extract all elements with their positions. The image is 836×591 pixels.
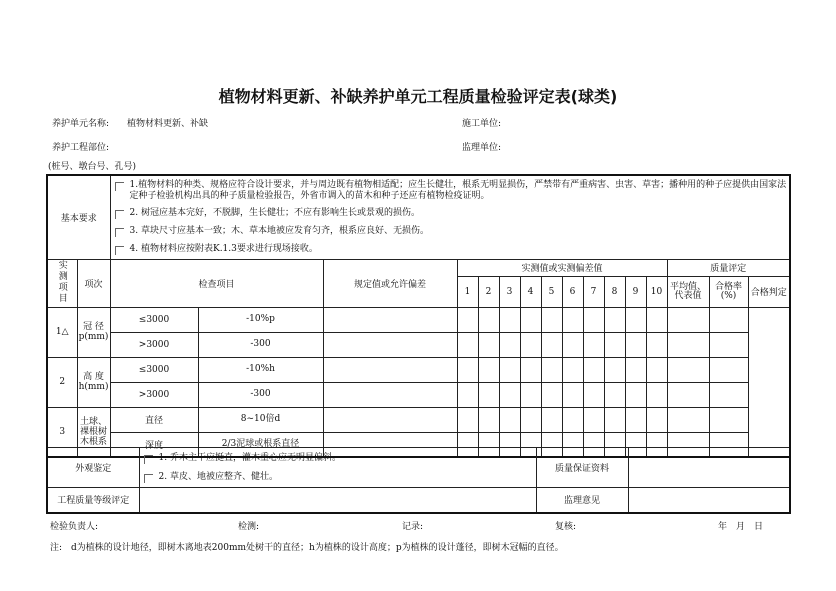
value-cell[interactable] (520, 407, 541, 432)
value-cell[interactable] (562, 307, 583, 332)
num: 7 (583, 276, 604, 307)
opinion-input[interactable] (628, 488, 790, 513)
num: 8 (604, 276, 625, 307)
checkbox[interactable] (144, 455, 153, 464)
col-rate: 合格率(%) (709, 276, 748, 307)
part-label: 养护工程部位: (52, 143, 110, 153)
value-cell[interactable] (457, 407, 478, 432)
value-cell[interactable] (562, 357, 583, 382)
unit-label: 养护单元名称: (52, 119, 110, 129)
checkbox[interactable] (115, 246, 124, 255)
col-values: 实测值或实测偏差值 (457, 259, 667, 276)
requirement-3: 3. 草块尺寸应基本一致；木、草本地被应发育匀齐，根系应良好、无损伤。 (129, 225, 429, 236)
measured-row (47, 407, 790, 432)
num: 3 (499, 276, 520, 307)
col-item: 检查项目 (110, 259, 323, 307)
value-cell[interactable] (457, 357, 478, 382)
value-cell[interactable] (541, 357, 562, 382)
basic-requirements (110, 175, 790, 259)
measured-row (47, 332, 790, 357)
test-label: 检测: (238, 522, 260, 532)
value-cell[interactable] (667, 357, 709, 382)
inspection-table (46, 174, 791, 458)
checkbox[interactable] (115, 210, 124, 219)
value-cell[interactable] (457, 332, 478, 357)
col-quality: 质量评定 (667, 259, 790, 276)
value-cell[interactable] (709, 407, 748, 432)
row-condition: 直径 (110, 407, 198, 432)
row-spec: -10%p (198, 307, 323, 332)
inspector-label: 检验负责人: (50, 522, 99, 532)
col-judge: 合格判定 (748, 276, 790, 307)
measured-label-text: 实测项目 (56, 259, 67, 304)
appearance-item-1: 1. 乔木主干应挺直，灌木重心应无明显偏斜。 (158, 452, 341, 463)
record-label: 记录: (402, 522, 424, 532)
appearance-label: 外观鉴定 (47, 448, 139, 488)
value-cell[interactable] (562, 332, 583, 357)
value-cell[interactable] (583, 407, 604, 432)
value-cell[interactable] (520, 357, 541, 382)
value-cell[interactable] (646, 407, 667, 432)
checkbox[interactable] (115, 182, 124, 191)
value-cell[interactable] (478, 357, 499, 382)
form-title: 植物材料更新、补缺养护单元工程质量检验评定表(球类) (218, 87, 618, 106)
value-cell[interactable] (667, 382, 709, 407)
requirement-1: 1.植物材料的种类、规格应符合设计要求，并与周边既有植物相适配；应生长健壮，根系无明显损伤，严禁带有严重病害、虫害、草害；播种用的种子应提供由国家法定种子检验机构出具的种子质量检验报告，外省市调入的苗木和种子还应有植物检疫证明。 (129, 179, 787, 201)
value-cell[interactable] (478, 307, 499, 332)
basic-requirements-label: 基本要求 (47, 175, 110, 259)
value-cell[interactable] (562, 407, 583, 432)
row-spec: -300 (198, 332, 323, 357)
row-item: 冠 径 p(mm) (77, 307, 110, 357)
value-cell[interactable] (667, 332, 709, 357)
value-cell[interactable] (583, 357, 604, 382)
row-item: 土球、裸根树木根系 (77, 407, 110, 457)
value-cell[interactable] (646, 332, 667, 357)
value-cell[interactable] (478, 382, 499, 407)
row-condition: ≤3000 (110, 307, 198, 332)
pile-label: (桩号、墩台号、孔号) (48, 162, 137, 172)
value-cell[interactable] (457, 307, 478, 332)
construction-label: 施工单位: (462, 119, 502, 129)
measured-row (47, 357, 790, 382)
value-cell[interactable] (709, 307, 748, 332)
measured-row (47, 307, 790, 332)
checkbox[interactable] (115, 228, 124, 237)
col-avg: 平均值、代表值 (667, 276, 709, 307)
row-spec: -10%h (198, 357, 323, 382)
row-condition: 深度 (110, 432, 198, 457)
value-cell[interactable] (625, 357, 646, 382)
qa-input[interactable] (628, 448, 790, 488)
value-cell[interactable] (541, 407, 562, 432)
num: 4 (520, 276, 541, 307)
value-cell[interactable] (499, 382, 520, 407)
grade-label: 工程质量等级评定 (47, 488, 139, 513)
value-cell[interactable] (323, 407, 457, 432)
supervision-label: 监理单位: (462, 143, 502, 153)
row-no: 1△ (47, 307, 77, 357)
num: 6 (562, 276, 583, 307)
value-cell[interactable] (709, 332, 748, 357)
qa-label: 质量保证资料 (536, 448, 628, 488)
col-no: 项次 (77, 259, 110, 307)
value-cell[interactable] (667, 307, 709, 332)
value-cell[interactable] (323, 357, 457, 382)
row-spec: -300 (198, 382, 323, 407)
value-cell[interactable] (625, 332, 646, 357)
num: 5 (541, 276, 562, 307)
num: 10 (646, 276, 667, 307)
value-cell[interactable] (709, 382, 748, 407)
bottom-table (46, 447, 791, 514)
appearance-item-2: 2. 草皮、地被应整齐、健壮。 (158, 471, 278, 482)
col-spec: 规定值或允许偏差 (323, 259, 457, 307)
value-cell[interactable] (499, 407, 520, 432)
value-cell[interactable] (541, 332, 562, 357)
value-cell[interactable] (323, 307, 457, 332)
value-cell[interactable] (520, 382, 541, 407)
unit-value: 植物材料更新、补缺 (127, 119, 209, 129)
row-condition: >3000 (110, 332, 198, 357)
row-spec: 2/3泥球或根系直径 (198, 432, 323, 457)
value-cell[interactable] (604, 382, 625, 407)
value-cell[interactable] (625, 407, 646, 432)
footnote: 注: d为植株的设计地径，即树木离地表200mm处树干的直径；h为植株的设计高度；p为植株的设计蓬径，即树木冠幅的直径。 (50, 543, 564, 553)
checkbox[interactable] (144, 474, 153, 483)
value-cell[interactable] (583, 382, 604, 407)
value-cell[interactable] (541, 382, 562, 407)
value-cell[interactable] (499, 357, 520, 382)
row-condition: ≤3000 (110, 357, 198, 382)
value-cell[interactable] (625, 307, 646, 332)
opinion-label: 监理意见 (536, 488, 628, 513)
value-cell[interactable] (457, 382, 478, 407)
date-label: 年 月 日 (718, 522, 764, 532)
value-cell[interactable] (604, 332, 625, 357)
row-no: 3 (47, 407, 77, 457)
num: 2 (478, 276, 499, 307)
value-cell[interactable] (478, 407, 499, 432)
value-cell[interactable] (583, 307, 604, 332)
num: 9 (625, 276, 646, 307)
value-cell[interactable] (583, 332, 604, 357)
value-cell[interactable] (646, 382, 667, 407)
row-no: 2 (47, 357, 77, 407)
value-cell[interactable] (604, 307, 625, 332)
grade-input[interactable] (139, 488, 536, 513)
value-cell[interactable] (667, 407, 709, 432)
value-cell[interactable] (499, 332, 520, 357)
value-cell[interactable] (625, 382, 646, 407)
value-cell[interactable] (604, 357, 625, 382)
value-cell[interactable] (646, 307, 667, 332)
measured-label (47, 259, 77, 307)
value-cell[interactable] (541, 307, 562, 332)
review-label: 复核: (555, 522, 577, 532)
row-condition: >3000 (110, 382, 198, 407)
row-spec: 8~10倍d (198, 407, 323, 432)
value-cell[interactable] (562, 382, 583, 407)
value-cell[interactable] (478, 332, 499, 357)
requirement-2: 2. 树冠应基本完好，不脱脚，生长健壮；不应有影响生长或景观的损伤。 (129, 207, 420, 218)
value-cell[interactable] (520, 307, 541, 332)
measured-row (47, 382, 790, 407)
num: 1 (457, 276, 478, 307)
requirement-4: 4. 植物材料应按附表K.1.3要求进行现场接收。 (129, 243, 318, 254)
value-cell[interactable] (323, 382, 457, 407)
value-cell[interactable] (499, 307, 520, 332)
value-cell[interactable] (520, 332, 541, 357)
value-cell[interactable] (646, 357, 667, 382)
appearance-items (139, 448, 536, 488)
value-cell[interactable] (709, 357, 748, 382)
row-item: 高 度 h(mm) (77, 357, 110, 407)
value-cell[interactable] (323, 332, 457, 357)
value-cell[interactable] (604, 407, 625, 432)
